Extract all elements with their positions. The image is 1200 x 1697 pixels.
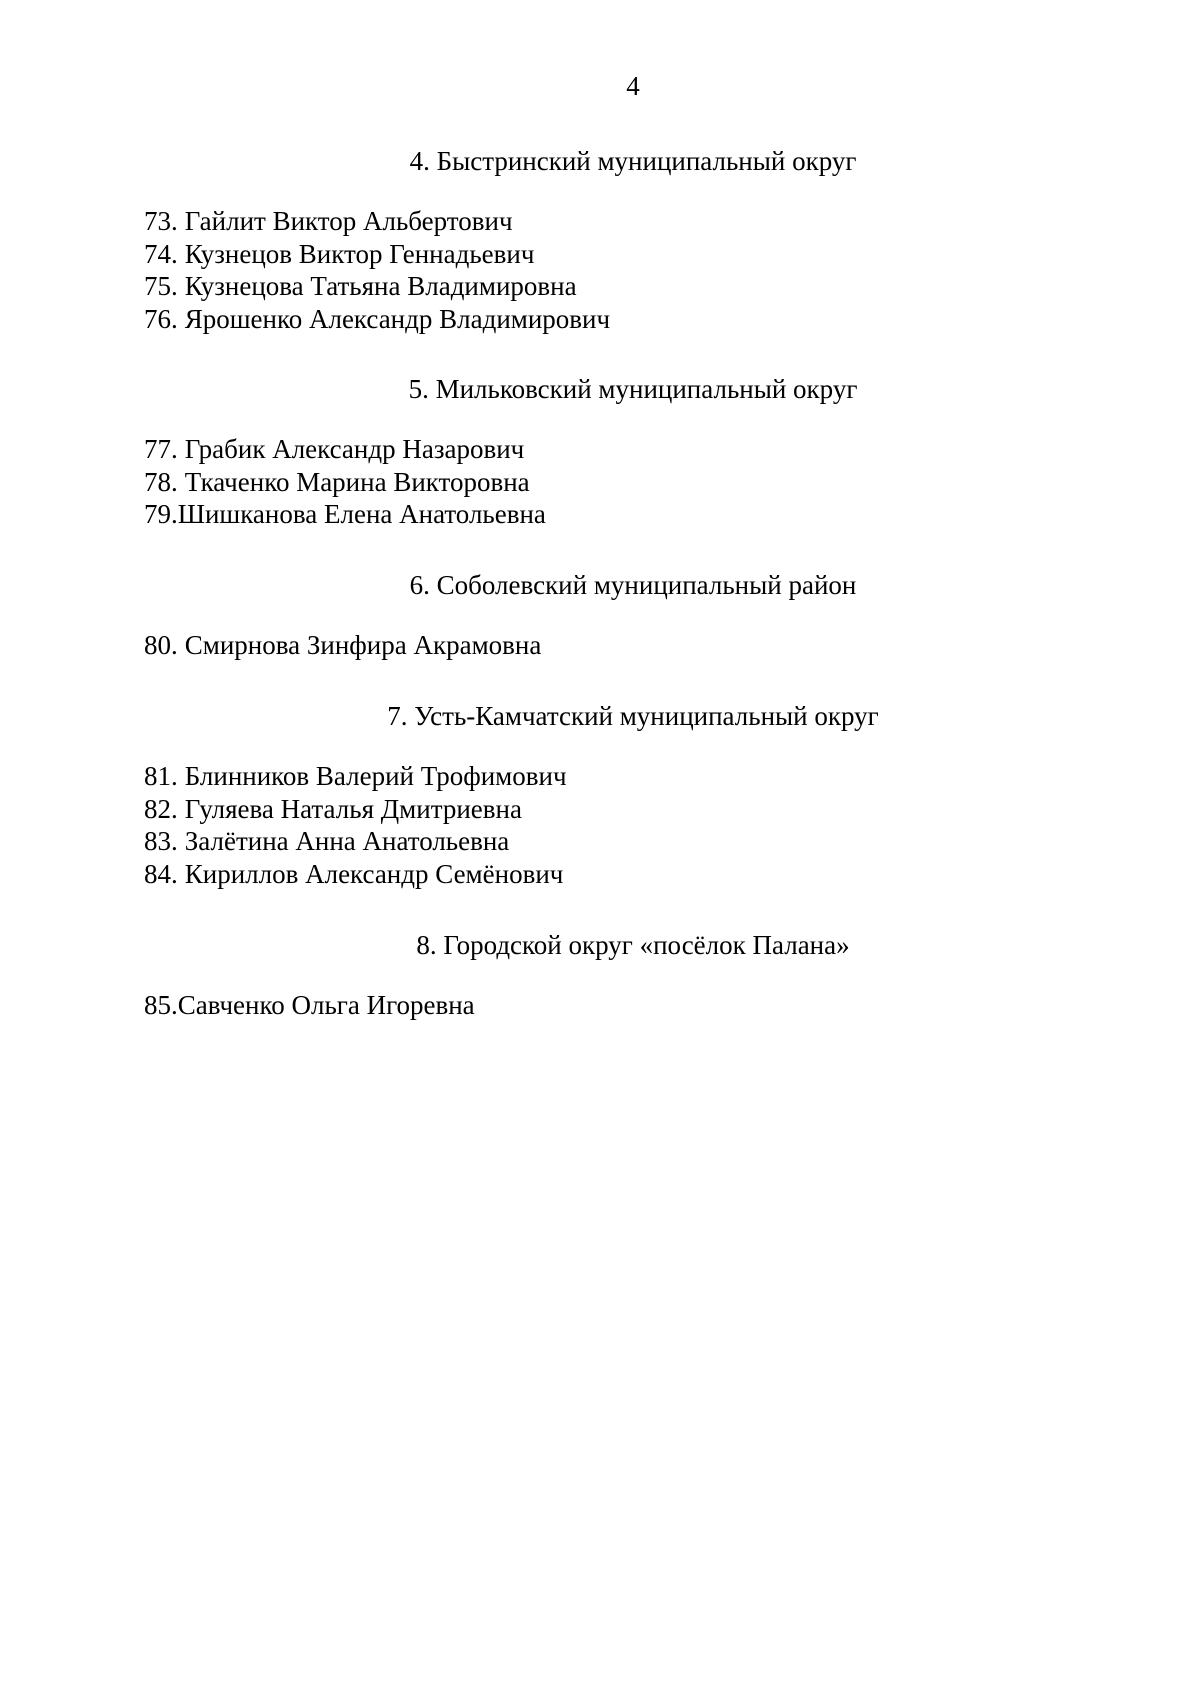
section-ust-kamchatsky xyxy=(0,698,1200,891)
item-number: 75. xyxy=(144,271,178,302)
member-list xyxy=(0,629,1200,662)
section-title: 7. Усть-Камчатский муниципальный округ xyxy=(387,701,879,731)
section-title: 6. Соболевский муниципальный район xyxy=(409,570,857,600)
member-name: Гайлит Виктор Альбертович xyxy=(184,206,513,236)
list-item xyxy=(0,466,1200,499)
item-number: 73. xyxy=(144,206,178,236)
section-milkovsky xyxy=(0,371,1200,531)
section-palana xyxy=(0,927,1200,1022)
list-item xyxy=(0,433,1200,466)
member-list xyxy=(0,433,1200,531)
member-name: Кириллов Александр Семёнович xyxy=(184,859,564,890)
member-list xyxy=(0,760,1200,891)
list-item xyxy=(0,498,1200,531)
member-name: Савченко Ольга Игоревна xyxy=(177,990,475,1020)
list-item xyxy=(0,303,1200,336)
list-item xyxy=(0,238,1200,271)
section-title: 5. Мильковский муниципальный округ xyxy=(408,374,858,404)
page-number: 4 xyxy=(626,71,640,101)
list-item xyxy=(0,989,1200,1022)
list-item xyxy=(0,858,1200,891)
item-number: 83. xyxy=(144,826,178,857)
item-number: 85. xyxy=(144,990,178,1020)
member-list xyxy=(0,205,1200,336)
list-item xyxy=(0,205,1200,238)
member-name: Залётина Анна Анатольевна xyxy=(184,826,510,857)
item-number: 80. xyxy=(144,630,178,660)
item-number: 78. xyxy=(144,466,178,497)
member-list xyxy=(0,989,1200,1022)
list-item xyxy=(0,629,1200,662)
item-number: 81. xyxy=(144,761,178,791)
list-item xyxy=(0,760,1200,793)
list-item xyxy=(0,825,1200,858)
member-name: Шишканова Елена Анатольевна xyxy=(177,499,546,530)
member-name: Гуляева Наталья Дмитриевна xyxy=(184,793,522,824)
item-number: 84. xyxy=(144,859,178,890)
member-name: Кузнецов Виктор Геннадьевич xyxy=(184,238,535,269)
section-sobolevsky xyxy=(0,567,1200,662)
list-item xyxy=(0,793,1200,826)
member-name: Грабик Александр Назарович xyxy=(184,434,525,464)
item-number: 74. xyxy=(144,238,178,269)
member-name: Смирнова Зинфира Акрамовна xyxy=(184,630,542,660)
member-name: Ткаченко Марина Викторовна xyxy=(184,466,530,497)
item-number: 77. xyxy=(144,434,178,464)
section-bystrinsky xyxy=(0,143,1200,336)
member-name: Кузнецова Татьяна Владимировна xyxy=(184,271,577,302)
member-name: Ярошенко Александр Владимирович xyxy=(184,304,611,335)
item-number: 79. xyxy=(144,499,178,530)
member-name: Блинников Валерий Трофимович xyxy=(184,761,567,791)
item-number: 76. xyxy=(144,304,178,335)
list-item xyxy=(0,270,1200,303)
item-number: 82. xyxy=(144,793,178,824)
section-title: 4. Быстринский муниципальный округ xyxy=(409,146,857,176)
section-title: 8. Городской округ «посёлок Палана» xyxy=(416,930,850,960)
